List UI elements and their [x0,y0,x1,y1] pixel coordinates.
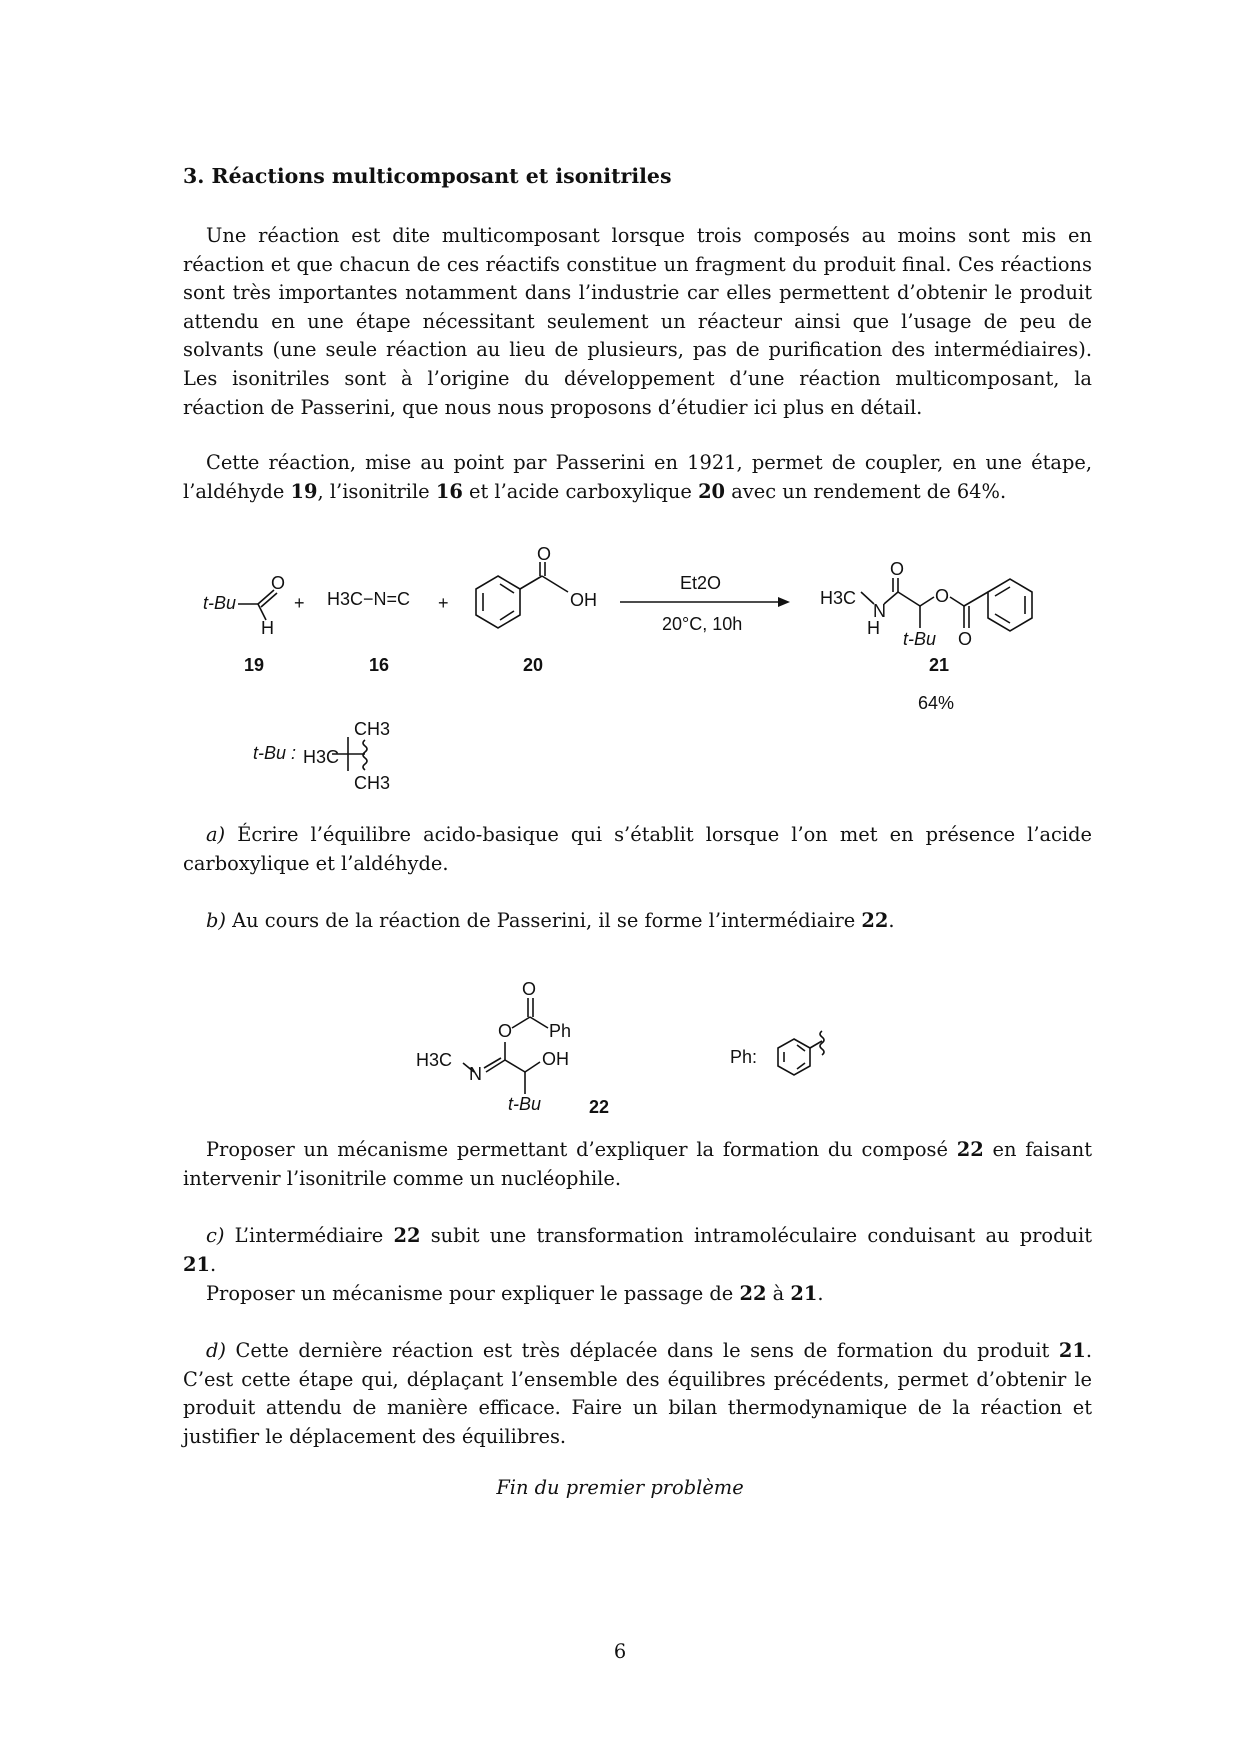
compound-label-22: 22 [589,1097,610,1117]
acid-carbonyl-oxygen: O [537,544,552,564]
question-c: c) L’intermédiaire 22 subit une transformation intramoléculaire conduisant au produit 21. [183,1224,1092,1276]
product-nh-hydrogen: H [867,618,880,638]
plus-sign-1: + [294,593,305,613]
question-b: b) Au cours de la réaction de Passerini, il se forme l’intermédiaire 22. [206,909,895,932]
product-methyl: H3C [820,588,857,608]
compound-label-16: 16 [369,655,390,675]
phenyl-definition-label: Ph: [730,1047,758,1067]
product-ester-oxygen: O [935,586,950,606]
product-ester-carbonyl-oxygen: O [958,629,973,649]
end-of-problem-note: Fin du premier problème [496,1476,744,1499]
acid-hydroxyl: OH [570,590,597,610]
product-nitrogen: N [873,601,886,621]
plus-sign-2: + [438,593,449,613]
question-d: d) Cette dernière réaction est très déplacée dans le sens de formation du produit 21. C’est cette étape qui, déplaçant l’ensemble des équilibres précédents, permet d’obtenir le produit attendu de manière efficace. Faire un bilan thermodynamique de la réaction et justifier le déplacement des équilibres. [183,1339,1092,1448]
intro-paragraph: Une réaction est dite multicomposant lorsque trois composés au moins sont mis en réaction et que chacun de ces réactifs constitue un fragment du produit final. Ces réactions sont très importantes notamment dans l’industrie car elles permettent d’obtenir le produit attendu en une étape nécessitant seulement un réacteur ainsi que l’usage de peu de solvants (une seule réaction au lieu de plusieurs, pas de purification des intermédiaires). Les isonitriles sont à l’origine du développement d’une réaction multicomposant, la réaction de Passerini, que nous nous proposons d’étudier ici plus en détail. [183,224,1092,419]
tbu-definition-label: t-Bu : [253,743,297,763]
aldehyde-oxygen: O [271,573,286,593]
intermediate-methyl: H3C [416,1050,453,1070]
tbu-def-methyl-top: CH3 [354,719,391,739]
compound-label-21: 21 [929,655,950,675]
intermediate-22-structure [0,960,1240,1130]
aldehyde-hydrogen: H [261,618,274,638]
reagent-solvent: Et2O [680,573,722,593]
compound-label-20: 20 [523,655,544,675]
intermediate-nitrogen: N [469,1064,482,1084]
section-heading: 3. Réactions multicomposant et isonitriles [183,164,672,188]
yield-value: 64% [918,693,955,713]
intermediate-phenyl: Ph [549,1021,572,1041]
product-tbu: t-Bu [903,629,937,649]
page-number: 6 [613,1640,627,1663]
product-amide-oxygen: O [890,559,905,579]
mechanism-question-c: Proposer un mécanisme pour expliquer le passage de 22 à 21. [206,1282,824,1305]
tbu-def-methyl-left: H3C [303,747,340,767]
tbu-def-methyl-bottom: CH3 [354,773,391,793]
intermediate-carbonyl-oxygen: O [522,979,537,999]
intermediate-tbu: t-Bu [508,1094,542,1114]
intermediate-hydroxyl: OH [542,1049,569,1069]
passerini-reaction-scheme [0,530,1240,810]
compound-label-19: 19 [244,655,265,675]
reaction-conditions: 20°C, 10h [662,614,743,634]
intermediate-ester-oxygen: O [498,1021,513,1041]
isonitrile-formula: H3C−N=C [327,589,411,609]
mechanism-question-b: Proposer un mécanisme permettant d’expliquer la formation du composé 22 en faisant intervenir l’isonitrile comme un nucléophile. [183,1138,1092,1190]
passerini-paragraph: Cette réaction, mise au point par Passerini en 1921, permet de coupler, en une étape, l’aldéhyde 19, l’isonitrile 16 et l’acide carboxylique 20 avec un rendement de 64%. [183,451,1092,503]
tbu-label-19: t-Bu [203,593,237,613]
question-a: a) Écrire l’équilibre acido-basique qui s’établit lorsque l’on met en présence l’acide carboxylique et l’aldéhyde. [183,823,1092,875]
